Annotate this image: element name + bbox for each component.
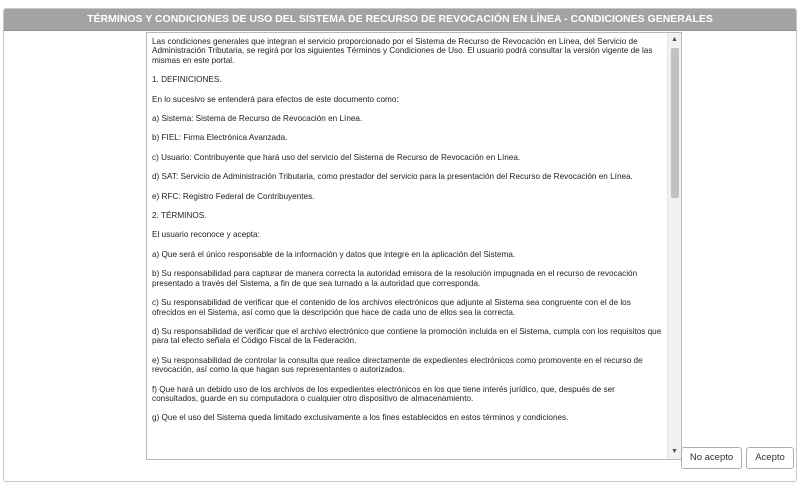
dialog-title: TÉRMINOS Y CONDICIONES DE USO DEL SISTEMA DE RECURSO DE REVOCACIÓN EN LÍNEA - CONDICIONES GENERALES (4, 9, 796, 31)
scrollbar-thumb[interactable] (671, 48, 679, 198)
terms-dialog (3, 8, 797, 482)
terms-paragraph: c) Su responsabilidad de verificar que el contenido de los archivos electrónicos que adjunte al Sistema sea congruente con el de los ofrecidos en el Sistema, así como que la descripción que hace de cada uno de ellos sea la correcta. (152, 298, 631, 317)
terms-paragraph: d) SAT: Servicio de Administración Tributaria, como prestador del servicio para la presentación del Recurso de Revocación en Línea. (152, 172, 633, 182)
terms-paragraph: 1. DEFINICIONES. (152, 75, 222, 85)
terms-paragraph: Las condiciones generales que integran el servicio proporcionado por el Sistema de Recurso de Revocación en Línea, del Servicio de Administración Tributaria, se regirá por los siguientes Términos y Condiciones de Uso. El usuario podrá consultar la versión vigente de las mismas en este portal. (152, 37, 653, 65)
scroll-up-arrow-icon[interactable]: ▲ (671, 36, 678, 43)
scroll-down-arrow-icon[interactable]: ▼ (671, 448, 678, 455)
terms-paragraph: 2. TÉRMINOS. (152, 211, 207, 221)
terms-paragraph: g) Que el uso del Sistema queda limitado exclusivamente a los fines establecidos en estos términos y condiciones. (152, 413, 569, 423)
terms-paragraph: El usuario reconoce y acepta: (152, 230, 260, 240)
terms-paragraph: d) Su responsabilidad de verificar que el archivo electrónico que contiene la promoción incluida en el Sistema, cumpla con los requisitos que para tal efecto señala el Código Fiscal de la Federación. (152, 326, 662, 346)
accept-button[interactable]: Acepto (746, 447, 794, 469)
reject-button[interactable]: No acepto (681, 447, 742, 469)
vertical-scrollbar[interactable] (667, 33, 681, 459)
terms-paragraph: En lo sucesivo se entenderá para efectos de este documento como: (152, 94, 399, 104)
terms-paragraph: e) Su responsabilidad de controlar la consulta que realice directamente de expedientes electrónicos como promovente en el recurso de revocación, así como la que hagan sus representantes o autorizados. (152, 355, 643, 375)
terms-paragraph: f) Que hará un debido uso de los archivos de los expedientes electrónicos en los que tiene interés jurídico, que, después de ser consultados, guarde en su computadora o cualquier otro dispositivo de almacenamiento. (152, 384, 615, 403)
terms-scroll-area[interactable] (146, 32, 682, 460)
terms-paragraph: a) Sistema: Sistema de Recurso de Revocación en Línea. (152, 114, 363, 124)
terms-paragraph: b) Su responsabilidad para capturar de manera correcta la autoridad emisora de la resolución impugnada en el recurso de revocación presentado a través del Sistema, a fin de que sea turnado a la autoridad que corresponda. (152, 269, 638, 288)
terms-paragraph: b) FIEL: Firma Electrónica Avanzada. (152, 133, 288, 143)
terms-paragraph: c) Usuario: Contribuyente que hará uso del servicio del Sistema de Recurso de Revocación en Línea. (152, 152, 521, 162)
terms-text (147, 33, 667, 459)
terms-paragraph: e) RFC: Registro Federal de Contribuyentes. (152, 191, 315, 201)
terms-paragraph: a) Que será el único responsable de la información y datos que integre en la aplicación del Sistema. (152, 249, 516, 259)
